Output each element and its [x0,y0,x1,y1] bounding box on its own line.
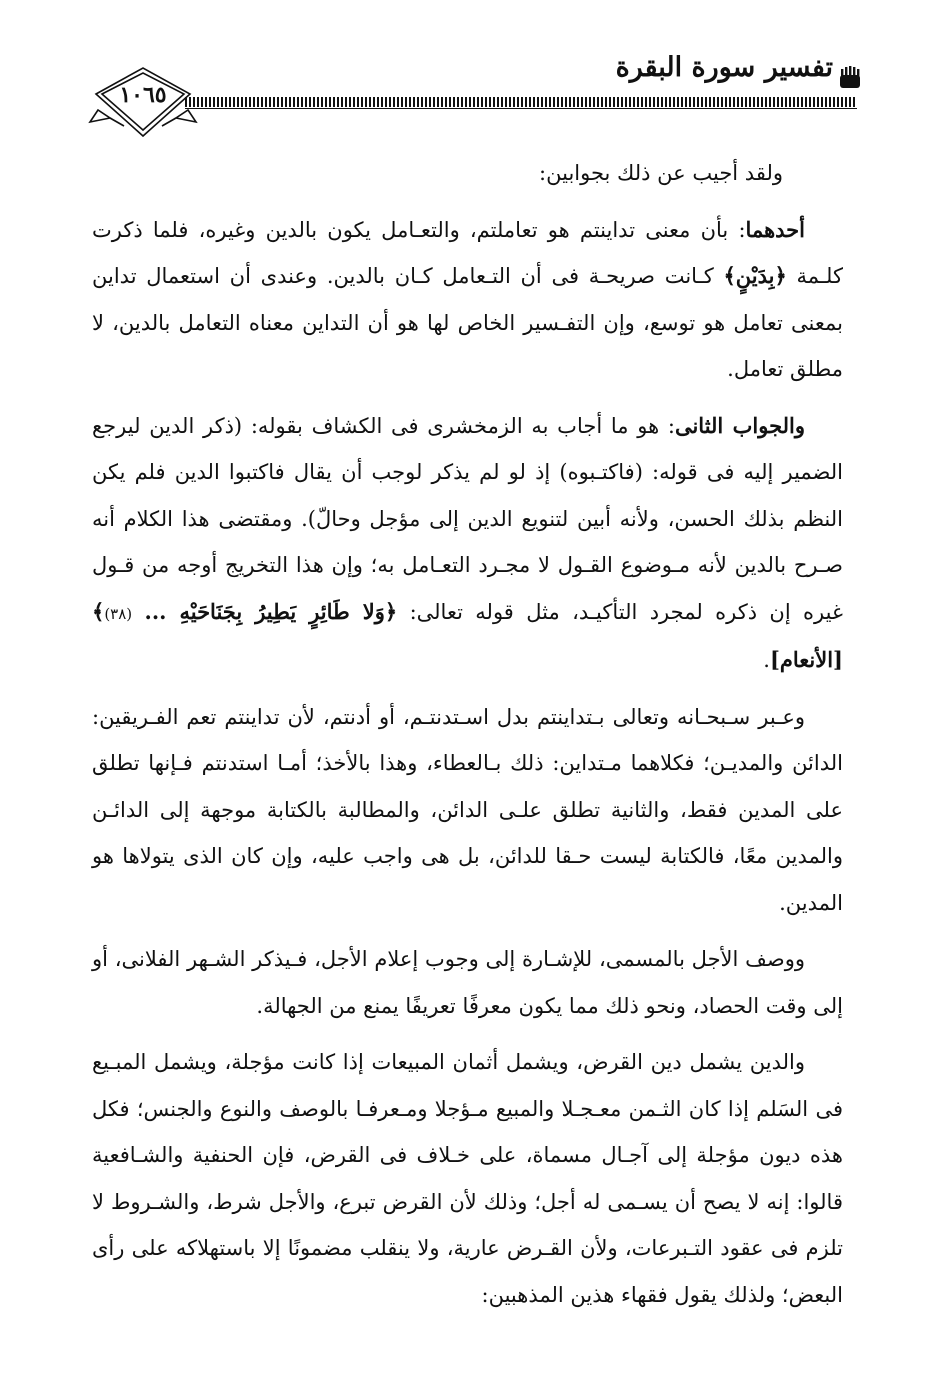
section-lead: أحدهما [745,216,805,242]
paragraph-text: : هو ما أجاب به الزمخشرى فى الكشاف بقوله: (ذكر الدين ليرجع الضمير إليه فى قوله: (فاكتـبوه) إذ لو لم يذكر لوجب أن يقال فاكتبوا الدين فلم يكن النظم بذلك الحسن، ولأنه أبين لتنويع الدين إلى مؤجل وحالّ). ومقتضى هذا الكلام أنه صـرح بالدين لأنه مـوضوع القـول لا مجـرد التعـامل به؛ وإن هذا التخريج أوجه من قـول غيره إن ذكره لمجرد التأكيـد، مثل قوله تعالى: [92,413,843,624]
quran-quote-end: ﴾ [92,598,105,624]
paragraph-text: كـانت صريحـة فى أن التـعامل كـان بالدين. وعندى أن استعمال تداين بمعنى تعامل هو توسع، وإن التفـسير الخاص لها هو أن التداين معناه التعامل بالدين، لا مطلق تعامل. [92,264,843,381]
running-title: تفسير سورة البقرة [615,52,833,83]
paragraph-second-answer [92,403,843,684]
paragraph-text: ولقد أجيب عن ذلك بجوابين: [539,161,783,185]
page-header [0,0,935,160]
paragraph-intro [92,150,843,197]
paragraph-dayn [92,1039,843,1318]
verse-number: (٣٨) [104,604,133,623]
page-number: ١٠٦٥ [119,82,167,108]
paragraph-text: : بأن معنى تداينتم هو تعاملتم، والتعـامل يكون بالدين وغيره، فلما ذكرت كلـمة [92,217,843,288]
page-body [92,150,843,1328]
paragraph-end: . [763,648,770,672]
paragraph-text: وعـبر سـبحـانه وتعالى بـتداينتم بدل اسـتدنتـم، أو أدنتم، لأن تداينتم تعم الفـريقين: الدائن والمديـن؛ فكلاهما مـتداين: ذلك بـالعطاء، وهذا بالأخذ؛ أمـا استدنتم فـإنها تطلق على المدين فقط، والثانية تطلق علـى الدائن، والمطالبة بالكتابة موجهة إلى الدائـن والمدين معًا، فالكتابة ليست حـقا للدائن، بل هى واجب عليه، وإن كان الذى يتولاها هو المدين. [92,704,843,915]
section-lead: والجواب الثانى [674,412,805,438]
paragraph-text: والدين يشمل دين القرض، ويشمل أثمان المبيعات إذا كانت مؤجلة، ويشمل المبـيع فى السَلم إذا كان الثـمن معـجـلا والمبيع مـؤجلا ومـعرفـا بالوصف والنوع والجنس؛ فكل هذه ديون مؤجلة إلى آجـال مسماة، على خـلاف فى القرض، فإن الحنفية والشـافعية قالوا: إنه لا يصح أن يسـمى له أجل؛ وذلك لأن القرض تبرع، والأجل شرط، والشـروط لا تلزم فى عقود التـبرعات، ولأن القـرض عارية، ولا ينقلب مضمونًا إلا باستهلاكه على رأى البعض؛ ولذلك يقول فقهاء هذين المذهبين: [92,1050,843,1307]
flower-ornament-icon [837,66,863,90]
quran-quote: ﴿بِدَيْنٍ﴾ [723,263,787,288]
paragraph-text: ووصف الأجل بالمسمى، للإشـارة إلى وجوب إعلام الأجل، فـيذكر الشـهر الفلانى، أو إلى وقت الحصاد، ونحو ذلك مما يكون معرفًا تعريفًا يمنع من الجهالة. [92,947,843,1018]
header-rule-base [185,108,857,109]
surah-reference: [الأنعام] [769,647,843,672]
paragraph-tadayantum [92,694,843,927]
header-rule [185,97,857,107]
paragraph-ajal [92,936,843,1029]
paragraph-first-answer [92,207,843,393]
quran-quote: ﴿وَلا طَائِرٍ يَطِيرُ بِجَنَاحَيْهِ ... [144,598,398,624]
